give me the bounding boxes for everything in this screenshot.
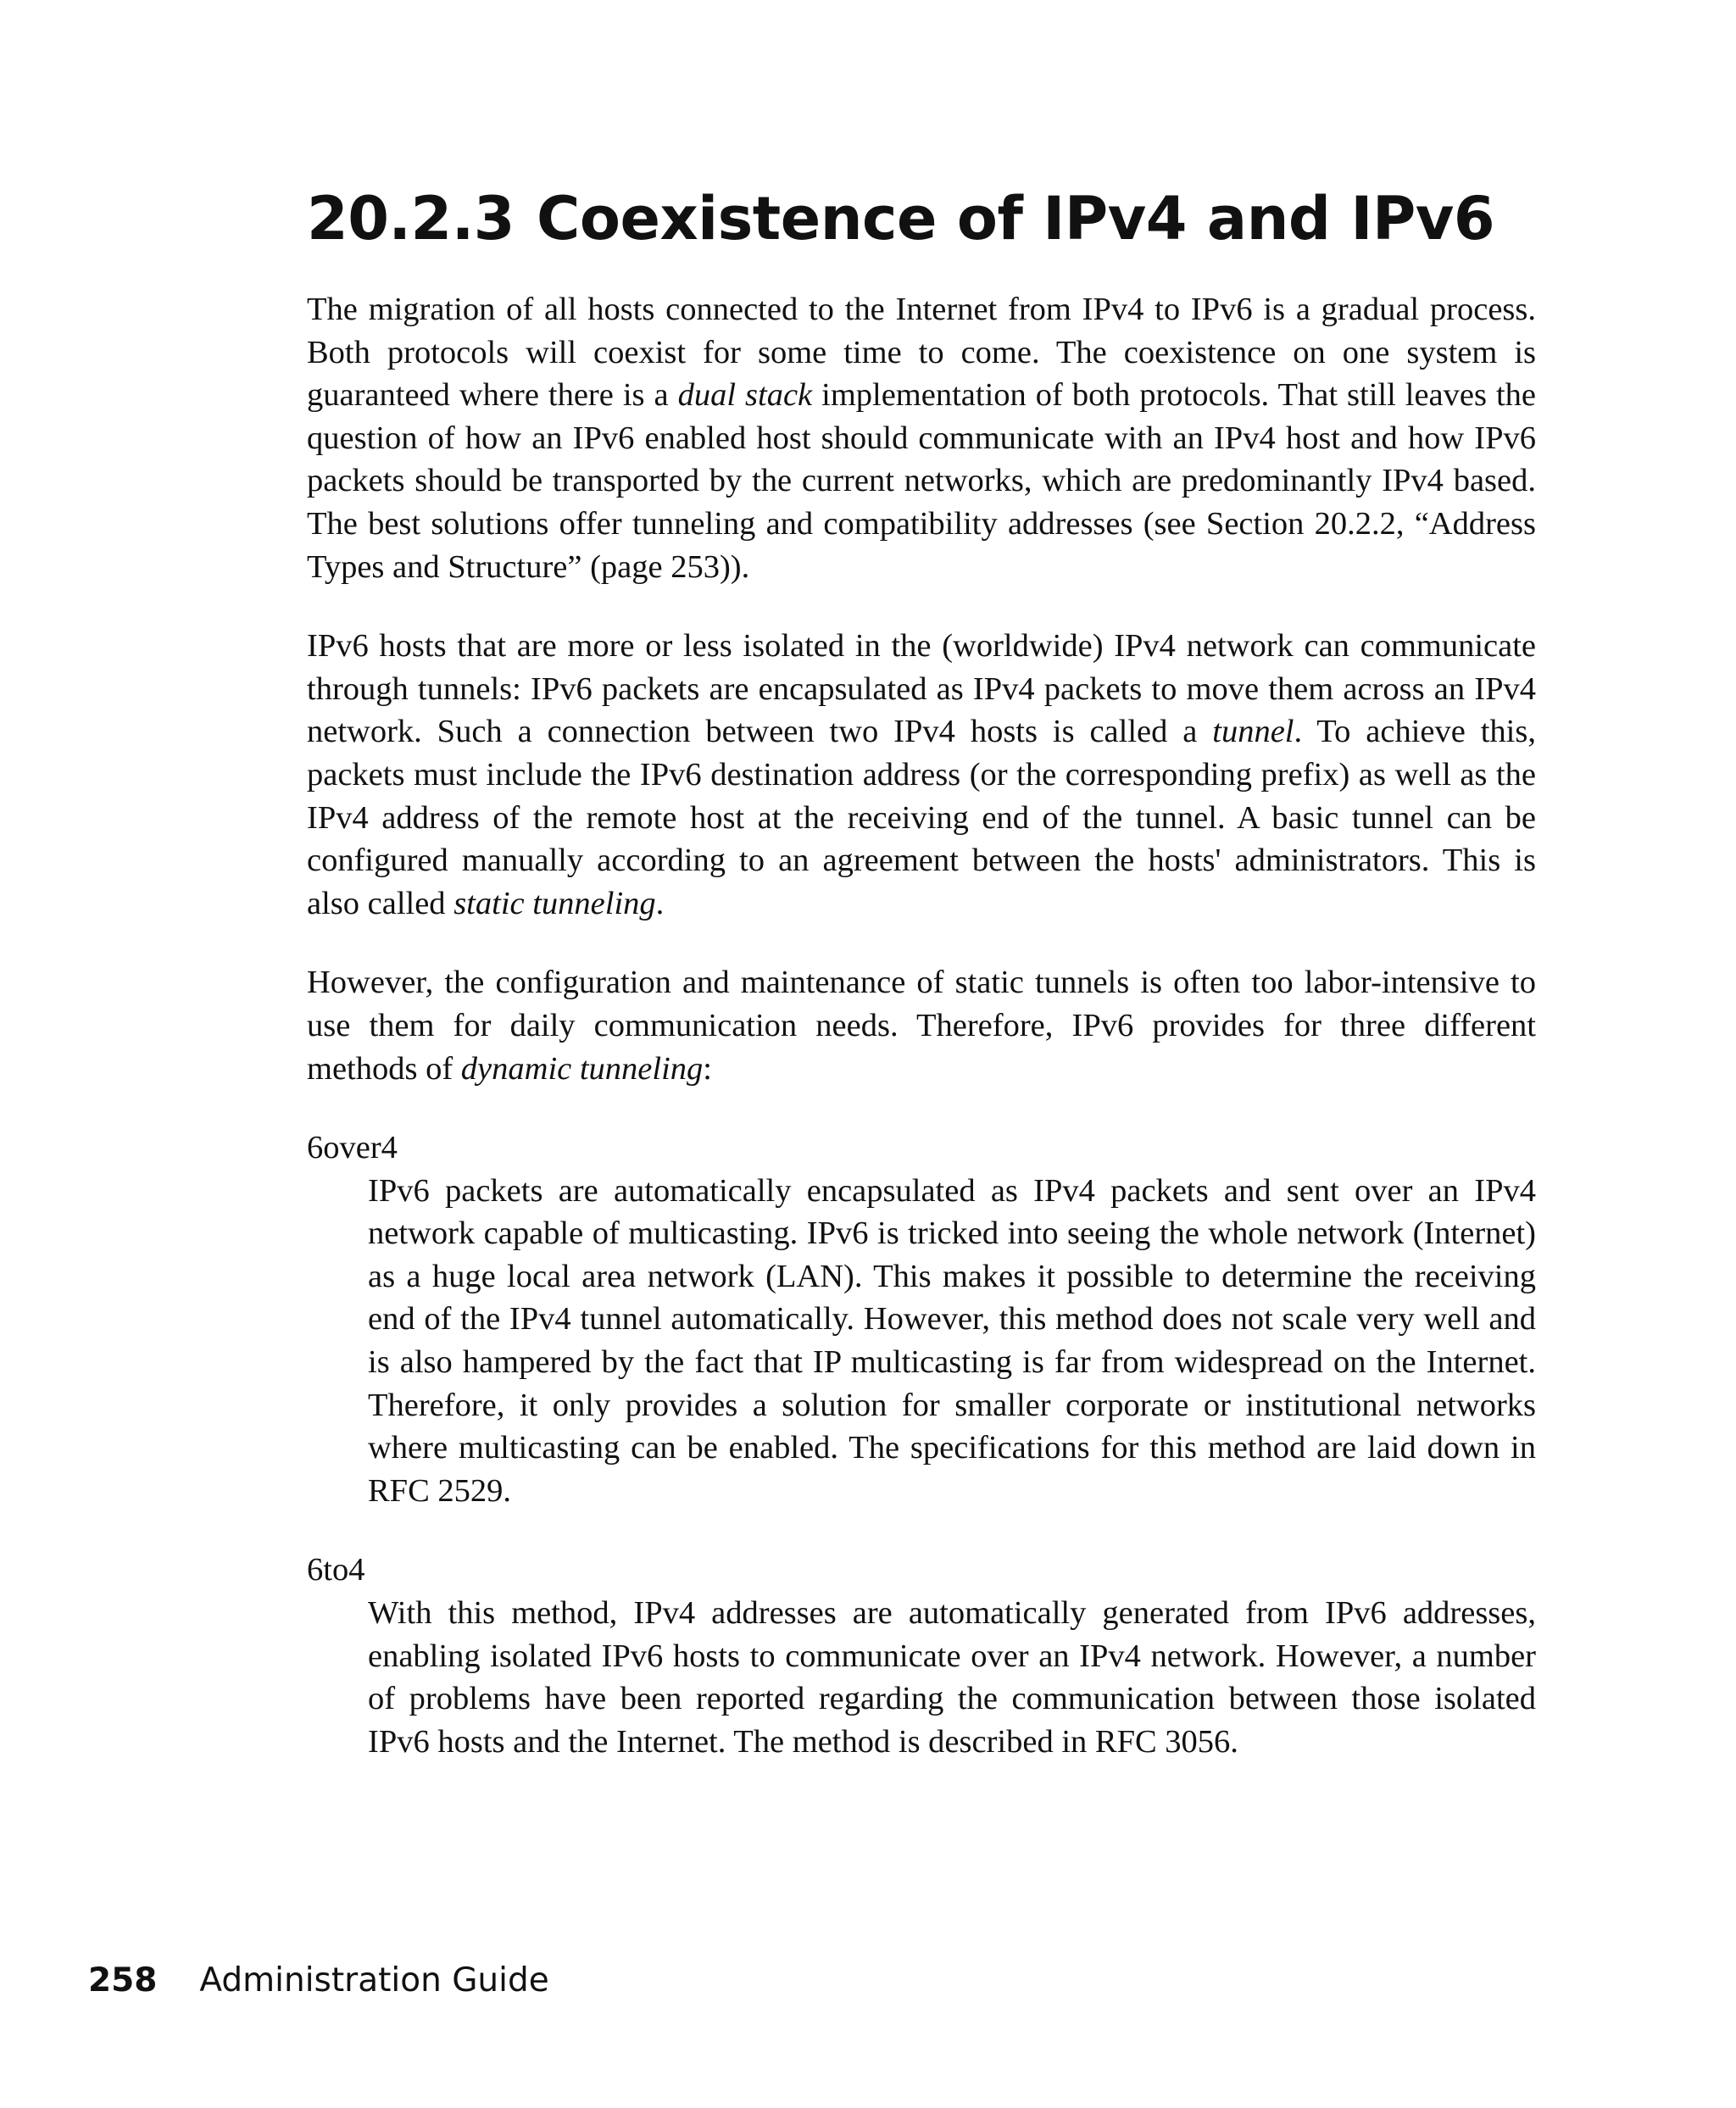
text-run: implementation of both protocols. That still leaves the question of how an IPv6 enabled host should communicate with an IPv4 host and how IPv6 packets should be transported by the current networks, which are predominantly IPv4 based. The best solutions offer tunneling and compatibility addresses (see Section 20.2.2, “Address Types and Structure” (page 253)).: [307, 377, 1536, 585]
body-text: [307, 288, 1536, 1799]
method-term-6to4: 6to4: [307, 1552, 365, 1588]
emphasis-dual-stack: dual stack: [677, 377, 813, 414]
page-number: 258: [88, 1961, 158, 2000]
section-title: Coexistence of IPv4 and IPv6: [537, 184, 1495, 253]
method-description-6to4: With this method, IPv4 addresses are automatically generated from IPv6 addresses, enabling isolated IPv6 hosts to communicate over an IPv4 network. However, a number of problems have been reported regarding the communication between those isolated IPv6 hosts and the Internet. The method is described in RFC 3056.: [368, 1595, 1536, 1760]
text-run: :: [703, 1050, 712, 1087]
text-run: .: [655, 885, 665, 921]
text-run: However, the configuration and maintenance of static tunnels is often too labor-intensive to use them for daily communication needs. Therefore, IPv6 provides for three different methods of: [307, 965, 1536, 1087]
section-number: 20.2.3: [307, 184, 515, 253]
method-description-6over4: IPv6 packets are automatically encapsulated as IPv4 packets and sent over an IPv4 network capable of multicasting. IPv6 is tricked into seeing the whole network (Internet) as a huge local area network (LAN). This makes it possible to determine the receiving end of the IPv4 tunnel automatically. However, this method does not scale very well and is also hampered by the fact that IP multicasting is far from widespread on the Internet. Therefore, it only provides a solution for smaller corporate or institutional networks where multicasting can be enabled. The specifications for this method are laid down in RFC 2529.: [368, 1172, 1536, 1509]
paragraph-migration: [307, 288, 1536, 588]
page-footer: [88, 1960, 549, 2002]
emphasis-tunnel: tunnel: [1212, 714, 1294, 750]
section-heading: [307, 183, 1578, 254]
emphasis-static-tunneling: static tunneling: [453, 885, 656, 921]
method-term-6over4: 6over4: [307, 1130, 398, 1166]
emphasis-dynamic-tunneling: dynamic tunneling: [460, 1050, 704, 1087]
text-run: IPv6 hosts that are more or less isolated in the (worldwide) IPv4 network can communicate through tunnels: IPv6 packets are encapsulated as IPv4 packets to move them across an IPv4 network. Such a connection between two IPv4 hosts is called a: [307, 628, 1536, 750]
text-run: The migration of all hosts connected to the Internet from IPv4 to IPv6 is a gradual process. Both protocols will coexist for some time to come. The coexistence on one system is guaranteed where there is a: [307, 292, 1536, 414]
method-list: [307, 1126, 1536, 1763]
paragraph-dynamic-tunneling: [307, 961, 1536, 1090]
book-title: Administration Guide: [199, 1961, 549, 2000]
paragraph-tunnels: [307, 625, 1536, 925]
text-run: . To achieve this, packets must include the IPv6 destination address (or the corresponding prefix) as well as the IPv4 address of the remote host at the receiving end of the tunnel. A basic tunnel can be configured manually according to an agreement between the hosts' administrators. This is also called: [307, 714, 1536, 921]
